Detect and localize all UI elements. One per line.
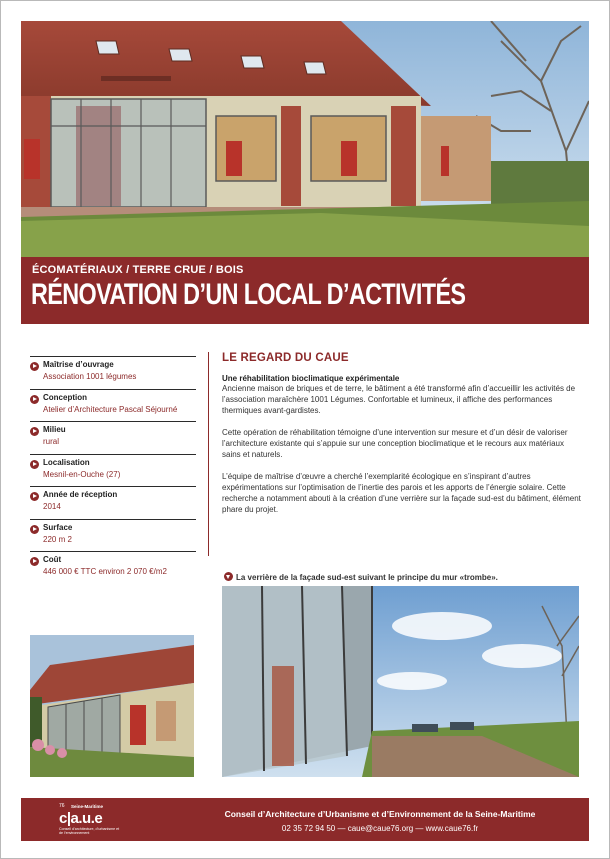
info-row-cout: [30, 551, 196, 584]
info-row-annee: [30, 486, 196, 519]
veranda-photo: [222, 586, 579, 777]
project-info-list: [30, 356, 196, 584]
info-value: Atelier d’Architecture Pascal Séjourné: [43, 404, 178, 414]
logo-number: 76: [59, 803, 65, 809]
info-value: rural: [43, 437, 60, 446]
paragraph: L’équipe de maîtrise d’œuvre a cherché l’exemplarité écologique en s’inspirant d’autres expérimentations sur l’optimisation de l’inertie des parois et les apports de l’énergie solaire. Cette recherche a notamment abouti à la création d’une verrière sur la façade sud-est du bâtiment, élément phare du projet.: [222, 472, 581, 514]
info-label: Milieu: [43, 425, 66, 434]
title-band: [21, 257, 589, 324]
footer-band: [21, 798, 589, 841]
section-heading: LE REGARD DU CAUE: [222, 352, 349, 364]
bullet-arrow-icon: [30, 492, 39, 501]
logo-subtitle: Conseil d’architecture, d’urbanisme et de l’environnement: [59, 827, 120, 835]
bullet-arrow-icon: [30, 557, 39, 566]
info-label: Surface: [43, 522, 73, 532]
info-row-milieu: [30, 421, 196, 454]
info-row-localisation: [30, 454, 196, 487]
category-kicker: ÉCOMATÉRIAUX / TERRE CRUE / BOIS: [32, 264, 244, 276]
photo-caption: [224, 572, 498, 582]
info-value: 446 000 € TTC environ 2 070 €/m2: [43, 567, 167, 576]
building-photo-small: [30, 635, 194, 777]
column-divider: [208, 352, 209, 556]
page-title: RÉNOVATION D’UN LOCAL D’ACTIVITÉS: [31, 278, 466, 311]
info-row-conception: [30, 389, 196, 422]
info-row-maitrise: [30, 356, 196, 389]
info-row-surface: [30, 519, 196, 552]
paragraph: Cette opération de réhabilitation témoigne d’une intervention sur mesure et d’un désir de valoriser l’architecture existante qui s’appuie sur une conception bioclimatique et le recours aux matériaux sains et naturels.: [222, 428, 568, 459]
section-subheading: Une réhabilitation bioclimatique expérimentale: [222, 374, 400, 383]
caption-text: La verrière de la façade sud-est suivant le principe du mur «trombe».: [236, 573, 498, 582]
contact-line: 02 35 72 94 50 — caue@caue76.org — www.caue76.fr: [281, 824, 479, 833]
bullet-arrow-icon: [30, 460, 39, 469]
organization-name: Conseil d’Architecture d’Urbanisme et d’Environnement de la Seine-Maritime: [224, 809, 536, 819]
logo-mark: c|a.u.e: [59, 810, 103, 827]
paragraph: Ancienne maison de briques et de terre, le bâtiment a été transformé afin d’accueillir les activités de l’association maraîchère 1001 Légumes. Confortable et lumineux, il affiche des performances thermiques avant-gardistes.: [222, 384, 576, 415]
info-value: 2014: [43, 502, 61, 511]
bullet-arrow-icon: [30, 395, 39, 404]
hero-photo: [21, 21, 589, 257]
info-label: Année de réception: [43, 490, 118, 499]
logo-department: Seine-Maritime: [71, 804, 104, 809]
info-value: Association 1001 légumes: [43, 372, 137, 381]
info-value: Mesnil-en-Ouche (27): [43, 469, 121, 479]
bullet-arrow-icon: [30, 362, 39, 371]
bullet-arrow-icon: [30, 525, 39, 534]
main-text: [222, 352, 582, 515]
info-label: Conception: [43, 392, 87, 402]
caption-arrow-icon: [224, 572, 233, 581]
info-label: Maîtrise d’ouvrage: [43, 360, 114, 369]
bullet-arrow-icon: [30, 427, 39, 436]
info-label: Coût: [43, 555, 62, 564]
info-value: 220 m 2: [43, 534, 72, 544]
info-label: Localisation: [43, 457, 90, 467]
